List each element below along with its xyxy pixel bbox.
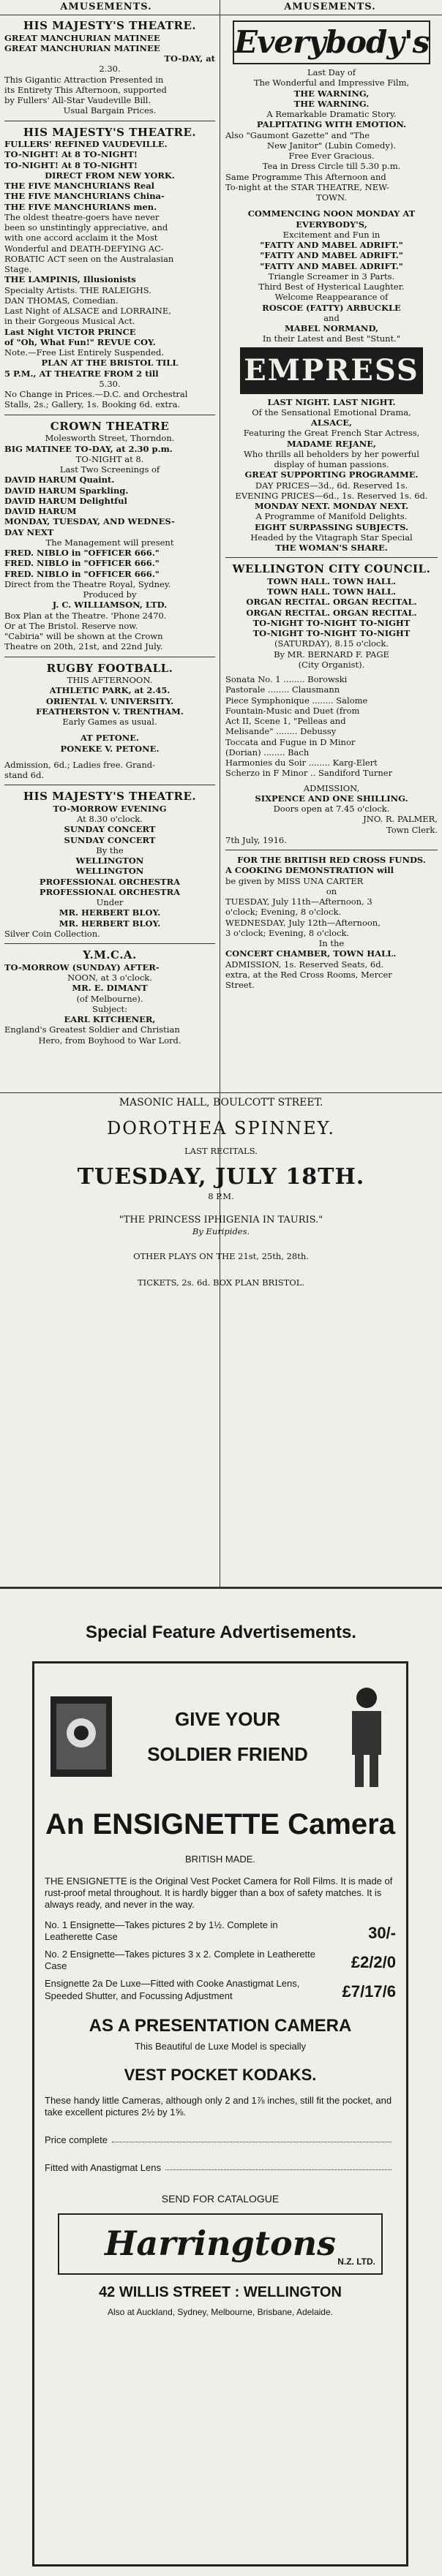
ad-line: DIRECT FROM NEW YORK.: [45, 170, 175, 181]
ad-line: NOON, at 3 o'clock.: [67, 972, 152, 983]
ad-line: By the: [96, 845, 124, 855]
price-row: [45, 1978, 396, 2001]
ad-line: Note.—Free List Entirely Suspended.: [4, 347, 164, 358]
his-majestys-concert-ad: [4, 790, 215, 939]
ad-line: In the: [318, 938, 345, 949]
send-catalogue: SEND FOR CATALOGUE: [161, 2193, 280, 2205]
anastigmat-row: [45, 2162, 396, 2174]
ad-line: ALSACE,: [310, 418, 353, 428]
ad-line: PALPITATING WITH EMOTION.: [256, 119, 407, 130]
programme-item: Sonata No. 1 ........ Borowski: [225, 674, 348, 685]
ad-line: A Remarkable Dramatic Story.: [266, 109, 397, 120]
ad-line: ROSCOE (FATTY) ARBUCKLE: [262, 302, 401, 313]
ad-line: Or at The Bristol. Reserve now.: [4, 620, 138, 631]
ad-line: 5.30.: [99, 378, 121, 389]
ad-line: "Cabiria" will be shown at the Crown: [4, 631, 163, 642]
ad-line: FULLERS' REFINED VAUDEVILLE.: [4, 139, 168, 150]
ad-line: Produced by: [83, 589, 137, 600]
ad-line: TO-NIGHT! At 8 TO-NIGHT!: [4, 159, 138, 170]
programme-item: Toccata and Fugue in D Minor: [225, 736, 356, 747]
everybodys-logo: Everybody's: [233, 20, 430, 64]
store-address: 42 WILLIS STREET : WELLINGTON: [99, 2284, 342, 2300]
ad-line: The Management will present: [45, 537, 174, 548]
ad-line: (City Organist).: [298, 659, 365, 670]
ad-line: Street.: [225, 980, 255, 991]
ad-line: Direct from the Theatre Royal, Sydney.: [4, 578, 171, 589]
ad-line: in their Gorgeous Musical Act.: [4, 316, 135, 327]
price-complete-row: [45, 2134, 396, 2146]
ensignette-camera-ad: [32, 1661, 408, 2566]
programme-item: Act II, Scene 1, "Pelleas and: [225, 716, 346, 727]
ad-line: "FATTY AND MABEL ADRIFT.": [260, 240, 403, 251]
price-desc: Ensignette 2a De Luxe—Fitted with Cooke Anastigmat Lens, Speeded Shutter, and Focussing Adjustment: [45, 1978, 300, 2001]
ad-line: Subject:: [92, 1003, 127, 1014]
branches: Also at Auckland, Sydney, Melbourne, Brisbane, Adelaide.: [108, 2307, 333, 2318]
give-line-1: GIVE YOUR: [174, 1707, 280, 1730]
programme-item: Melisande" ........ Debussy: [225, 726, 337, 737]
ad-line: THE WARNING,: [293, 88, 370, 99]
programme-item: Fountain-Music and Duet (from: [225, 705, 360, 716]
ymca-ad: [4, 948, 215, 1046]
ad-line: GREAT SUPPORTING PROGRAMME.: [244, 469, 419, 480]
performer-name: DOROTHEA SPINNEY.: [106, 1118, 336, 1139]
recital-subtitle: LAST RECITALS.: [184, 1146, 258, 1157]
ad-line: THE FIVE MANCHURIANS China-: [4, 191, 165, 202]
ad-line: To-night at the STAR THEATRE, NEW-: [225, 181, 390, 192]
ad-line: Headed by the Vitagraph Star Special: [250, 532, 413, 543]
ad-line: THE LAMPINIS, Illusionists: [4, 274, 136, 285]
ad-line: DAY NEXT: [4, 526, 54, 537]
ad-line: been so unstintingly appreciative, and: [4, 222, 168, 233]
ad-line: Same Programme This Afternoon and: [225, 171, 386, 182]
venue: MASONIC HALL, BOULCOTT STREET.: [119, 1097, 323, 1108]
ad-line: ADMISSION, 1s. Reserved Seats, 6d.: [225, 959, 384, 970]
ad-line: TOWN.: [316, 192, 347, 203]
ad-line: LAST NIGHT. LAST NIGHT.: [267, 396, 396, 407]
ad-line: THE FIVE MANCHURIANS Real: [4, 181, 155, 192]
ad-line: MADAME REJANE,: [286, 438, 376, 449]
ad-line: MONDAY NEXT. MONDAY NEXT.: [254, 501, 409, 512]
ad-line: EARL KITCHENER,: [64, 1014, 156, 1025]
ad-line: ORIENTAL V. UNIVERSITY.: [45, 695, 174, 706]
price-row: [45, 1919, 396, 1943]
ad-line: by Fullers' All-Star Vaudeville Bill.: [4, 95, 151, 106]
recital-programme: [225, 674, 438, 779]
ad-line: "FATTY AND MABEL ADRIFT.": [260, 260, 403, 271]
ad-line: DAN THOMAS, Comedian.: [4, 295, 119, 306]
play-author: By Euripides.: [192, 1225, 250, 1236]
ad-line: BIG MATINEE TO-DAY, at 2.30 p.m.: [4, 443, 173, 454]
ad-line: Last Night VICTOR PRINCE: [4, 326, 136, 337]
ad-line: By MR. BERNARD F. PAGE: [274, 649, 389, 660]
ad-line: Stage.: [4, 264, 32, 275]
ad-line: MR. HERBERT BLOY.: [59, 918, 161, 929]
play-title: "THE PRINCESS IPHIGENIA IN TAURIS.": [119, 1214, 323, 1225]
ad-line: TOWN HALL. TOWN HALL.: [267, 586, 396, 597]
british-made: BRITISH MADE.: [184, 1853, 256, 1865]
ad-line: Last Two Screenings of: [59, 464, 160, 475]
anastigmat-label: Fitted with Anastigmat Lens: [45, 2162, 161, 2174]
brand-suffix: N.Z. LTD.: [337, 2256, 375, 2267]
ad-line: PONEKE V. PETONE.: [60, 743, 160, 754]
ad-line: MR. HERBERT BLOY.: [59, 907, 161, 918]
ad-line: SIXPENCE AND ONE SHILLING.: [255, 793, 408, 804]
ad-line: At 8.30 o'clock.: [77, 814, 143, 825]
ad-line: DAVID HARUM Sparkling.: [4, 485, 129, 496]
ad-line: TO-NIGHT TO-NIGHT TO-NIGHT: [252, 628, 411, 639]
ad-line: England's Greatest Soldier and Christian: [4, 1024, 180, 1035]
ad-line: SUNDAY CONCERT: [64, 824, 156, 835]
recital-time: 8 P.M.: [208, 1190, 234, 1201]
ad-line: THE WOMAN'S SHARE.: [275, 543, 388, 554]
ad-line: 2.30.: [99, 64, 121, 75]
ad-line: COMMENCING NOON MONDAY AT: [247, 208, 416, 219]
ad-line: and: [323, 312, 340, 323]
ad-line: 3 o'clock; Evening, 8 o'clock.: [225, 927, 350, 938]
ad-line: TOWN HALL. TOWN HALL.: [267, 575, 396, 586]
ad-line: ORGAN RECITAL. ORGAN RECITAL.: [246, 607, 417, 618]
soldier-illustration-icon: [337, 1682, 396, 1791]
ad-title: CROWN THEATRE: [50, 419, 170, 433]
ad-top: [45, 1671, 396, 1802]
recital-date: TUESDAY, JULY 18TH.: [77, 1164, 365, 1190]
rugby-football-ad: [4, 662, 215, 781]
presentation-sub: This Beautiful de Luxe Model is specially: [134, 2041, 307, 2052]
ad-title: RUGBY FOOTBALL.: [46, 661, 173, 675]
ad-line: DAY PRICES—3d., 6d. Reserved 1s.: [255, 480, 408, 491]
ad-line: This Gigantic Attraction Presented in: [4, 74, 164, 85]
right-column-header: AMUSEMENTS.: [284, 1, 376, 12]
ad-line: THIS AFTERNOON.: [67, 675, 153, 686]
ad-line: WEDNESDAY, July 12th—Afternoon,: [225, 917, 381, 928]
ad-line: extra, at the Red Cross Rooms, Mercer: [225, 969, 392, 980]
ad-line: JNO. R. PALMER,: [363, 814, 438, 825]
give-line-2: SOLDIER FRIEND: [147, 1743, 308, 1765]
section-rule: [0, 1092, 442, 1093]
ad-line: FRED. NIBLO in "OFFICER 666.": [4, 568, 160, 579]
ad-title: FOR THE BRITISH RED CROSS FUNDS.: [237, 855, 426, 866]
ad-line: Triangle Screamer in 3 Parts.: [268, 271, 395, 282]
section-rule-heavy: [0, 1587, 442, 1589]
ad-line: of "Oh, What Fun!" REVUE COY.: [4, 336, 156, 347]
ad-line: o'clock; Evening, 8 o'clock.: [225, 907, 342, 918]
ad-line: display of human passions.: [274, 459, 389, 470]
ad-line: Of the Sensational Emotional Drama,: [252, 407, 411, 418]
ad-line: Excitement and Fun in: [282, 229, 381, 240]
leader-dots: [112, 2134, 392, 2142]
programme-item: Piece Symphonique ........ Salome: [225, 695, 368, 706]
red-cross-ad: [225, 855, 438, 990]
vest-description: These handy little Cameras, although only 2 and 1⅞ inches, still fit the pocket, and take excellent pictures 2½ by 1⅝.: [45, 2094, 392, 2118]
ad-line: AT PETONE.: [80, 733, 140, 744]
other-plays: OTHER PLAYS ON THE 21st, 25th, 28th.: [133, 1251, 309, 1262]
ad-line: EVERYBODY'S,: [296, 219, 367, 230]
price-amount: £7/17/6: [342, 1982, 396, 2001]
brand-name: Harringtons: [104, 2224, 337, 2264]
ad-line: TO-NIGHT at 8.: [75, 453, 144, 464]
ad-line: Featuring the Great French Star Actress,: [243, 428, 420, 439]
ad-line: stand 6d.: [4, 770, 45, 781]
spinney-recital-ad: [29, 1097, 413, 1316]
ad-title: HIS MAJESTY'S THEATRE.: [23, 19, 197, 32]
ad-line: be given by MISS UNA CARTER: [225, 875, 364, 886]
right-column: [225, 18, 438, 1085]
ad-line: MR. E. DIMANT: [72, 983, 148, 994]
ad-title: HIS MAJESTY'S THEATRE.: [23, 125, 197, 139]
ad-line: TO-NIGHT TO-NIGHT TO-NIGHT: [252, 617, 411, 628]
ad-line: 5 P.M., AT THEATRE FROM 2 till: [4, 368, 159, 379]
his-majestys-matinee-ad: [4, 19, 215, 116]
vest-pocket-heading: VEST POCKET KODAKS.: [124, 2065, 317, 2084]
everybodys-ad: [225, 20, 438, 344]
ad-line: The oldest theatre-goers have never: [4, 211, 160, 222]
ad-separator: [4, 943, 215, 944]
ad-line: ORGAN RECITAL. ORGAN RECITAL.: [246, 597, 417, 608]
ad-line: Last Night of ALSACE and LORRAINE,: [4, 306, 171, 317]
ad-line: TUESDAY, July 11th—Afternoon, 3: [225, 896, 372, 907]
ad-line: Early Games as usual.: [62, 717, 157, 728]
ad-line: Free Ever Gracious.: [288, 151, 375, 162]
programme-item: Harmonies du Soir ........ Karg-Elert: [225, 758, 378, 768]
programme-item: Pastorale ........ Clausmann: [225, 684, 340, 695]
ad-line: Also "Gaumont Gazette" and "The: [225, 129, 370, 140]
ad-line: Last Day of: [307, 67, 356, 78]
ad-line: A COOKING DEMONSTRATION will: [225, 865, 394, 876]
ad-line: DAVID HARUM Quaint.: [4, 475, 115, 486]
harringtons-logo: [58, 2213, 383, 2275]
ad-line: Specialty Artists. THE RALEIGHS.: [4, 284, 151, 295]
empress-banner: EMPRESS: [240, 347, 423, 394]
ad-line: MONDAY, TUESDAY, AND WEDNES-: [4, 516, 175, 527]
tickets: TICKETS, 2s. 6d. BOX PLAN BRISTOL.: [137, 1277, 305, 1288]
ad-line: The Wonderful and Impressive Film,: [253, 78, 410, 88]
price-desc: No. 2 Ensignette—Takes pictures 3 x 2. Complete in Leatherette Case: [45, 1949, 315, 1972]
ad-line: FRED. NIBLO in "OFFICER 666.": [4, 548, 160, 559]
ad-line: TO-DAY, at: [164, 53, 215, 64]
ad-line: Hero, from Boyhood to War Lord.: [38, 1035, 181, 1046]
left-column-header: AMUSEMENTS.: [60, 1, 152, 12]
ad-line: MABEL NORMAND,: [284, 323, 379, 334]
ad-line: TO-MORROW EVENING: [53, 803, 167, 814]
programme-item: Scherzo in F Minor .. Sandiford Turner: [225, 768, 393, 779]
ad-title: HIS MAJESTY'S THEATRE.: [23, 790, 197, 804]
price-list: [45, 1919, 396, 2002]
ad-line: WELLINGTON: [75, 855, 144, 866]
ad-line: WELLINGTON: [75, 866, 144, 877]
ad-line: TO-NIGHT! At 8 TO-NIGHT!: [4, 149, 138, 160]
his-majestys-vaudeville-ad: [4, 126, 215, 410]
ad-line: Box Plan at the Theatre. 'Phone 2470.: [4, 610, 167, 621]
ad-line: EIGHT SURPASSING SUBJECTS.: [255, 521, 408, 532]
ad-line: (of Melbourne).: [76, 993, 143, 1004]
ad-line: Who thrills all beholders by her powerful: [244, 448, 419, 459]
ad-line: Admission, 6d.; Ladies free. Grand-: [4, 759, 156, 770]
ad-line: Usual Bargain Prices.: [63, 105, 157, 116]
ad-line: on: [326, 885, 337, 896]
price-row: [45, 1949, 396, 1972]
ensignette-headline: An ENSIGNETTE Camera: [45, 1808, 395, 1840]
ad-line: ROBATIC ACT seen on the Australasian: [4, 253, 174, 264]
ad-line: TO-MORROW (SUNDAY) AFTER-: [4, 962, 160, 972]
give-text: [118, 1707, 337, 1766]
feature-heading: Special Feature Advertisements.: [86, 1623, 356, 1642]
ad-line: 7th July, 1916.: [225, 834, 287, 845]
ad-line: GREAT MANCHURIAN MATINEE: [4, 42, 160, 53]
ad-line: Doors open at 7.45 o'clock.: [273, 804, 390, 815]
ensignette-intro: THE ENSIGNETTE is the Original Vest Pocket Camera for Roll Films. It is made of rust-proof metal throughout. It is hardly bigger than a box of safety matches. It is always ready, and never in the way.: [45, 1875, 393, 1910]
ad-line: with one accord acclaim it the Most: [4, 233, 158, 243]
crown-theatre-ad: [4, 420, 215, 652]
ad-line: In their Latest and Best "Stunt.": [262, 333, 401, 344]
price-desc: No. 1 Ensignette—Takes pictures 2 by 1½. Complete in Leatherette Case: [45, 1919, 278, 1943]
ad-line: Under: [96, 897, 124, 908]
ad-title: Y.M.C.A.: [83, 948, 137, 962]
ad-line: Third Best of Hysterical Laughter.: [258, 282, 405, 292]
empress-ad: [225, 347, 438, 554]
ad-line: No Change in Prices.—D.C. and Orchestral: [4, 389, 188, 400]
camera-illustration-icon: [45, 1682, 118, 1791]
ad-line: New Janitor" (Lubin Comedy).: [267, 140, 396, 151]
ad-line: ADMISSION,: [303, 782, 360, 793]
left-column: [4, 19, 215, 1087]
ad-line: Stalls, 2s.; Gallery, 1s. Booking 6d. extra.: [4, 399, 181, 410]
presentation-heading: AS A PRESENTATION CAMERA: [89, 2015, 352, 2036]
ad-line: DAVID HARUM Delightful: [4, 495, 127, 506]
ad-line: EVENING PRICES—6d., 1s. Reserved 1s. 6d.: [235, 490, 428, 501]
ad-line: PROFESSIONAL ORCHESTRA: [39, 886, 181, 897]
ad-line: A Programme of Manifold Delights.: [255, 511, 408, 522]
ad-line: FEATHERSTON V. TRENTHAM.: [36, 706, 184, 717]
ad-line: its Entirety This Afternoon, supported: [4, 84, 167, 95]
ad-title: WELLINGTON CITY COUNCIL.: [232, 562, 431, 576]
ad-line: FRED. NIBLO in "OFFICER 666.": [4, 558, 160, 569]
ad-line: Welcome Reappearance of: [274, 292, 389, 303]
ad-line: Theatre on 20th, 21st, and 22nd July.: [4, 641, 163, 652]
ad-line: SUNDAY CONCERT: [64, 834, 156, 845]
ad-line: ATHLETIC PARK, at 2.45.: [49, 685, 171, 696]
ad-line: CONCERT CHAMBER, TOWN HALL.: [225, 948, 397, 959]
ad-line: THE FIVE MANCHURIANS men.: [4, 201, 157, 212]
ad-line: "FATTY AND MABEL ADRIFT.": [260, 250, 403, 261]
ad-line: Silver Coin Collection.: [4, 928, 100, 939]
ad-line: PLAN AT THE BRISTOL TILL: [41, 358, 179, 369]
ad-line: Wonderful and DEATH-DEFYING AC-: [4, 243, 164, 254]
ad-line: Tea in Dress Circle till 5.30 p.m.: [262, 161, 401, 172]
leader-dots: [165, 2162, 392, 2170]
ad-line: DAVID HARUM: [4, 506, 77, 517]
ad-line: Town Clerk.: [386, 824, 438, 835]
ad-line: PROFESSIONAL ORCHESTRA: [39, 876, 181, 887]
ad-line: J. C. WILLIAMSON, LTD.: [52, 600, 168, 611]
price-complete-label: Price complete: [45, 2134, 108, 2146]
price-amount: 30/-: [368, 1923, 396, 1942]
ad-subtitle: Molesworth Street, Thorndon.: [45, 433, 175, 444]
ad-line: THE WARNING.: [293, 98, 370, 109]
city-council-ad: [225, 562, 438, 845]
price-amount: £2/2/0: [351, 1953, 396, 1972]
ad-line: (SATURDAY), 8.15 o'clock.: [274, 638, 389, 649]
ad-separator: [225, 557, 438, 558]
programme-item: (Dorian) ........ Bach: [225, 747, 310, 758]
ad-line: GREAT MANCHURIAN MATINEE: [4, 32, 160, 43]
